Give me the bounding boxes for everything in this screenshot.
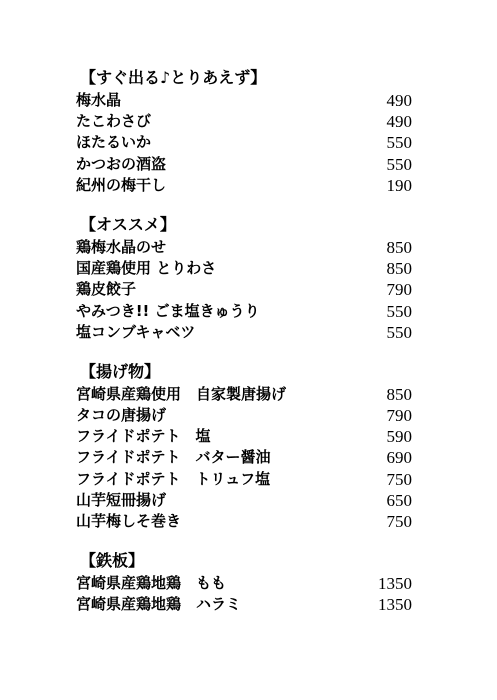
menu-item: [76, 175, 412, 196]
item-price: 790: [386, 406, 412, 426]
menu-section-agemono: [76, 360, 412, 532]
menu-item: [76, 447, 412, 468]
menu-item: [76, 132, 412, 153]
menu-list: [76, 66, 412, 633]
item-price: 650: [386, 490, 412, 510]
item-price: 550: [386, 154, 412, 174]
item-name: フライドポテト 塩: [76, 427, 211, 446]
menu-item: [76, 301, 412, 322]
item-name: フライドポテト トリュフ塩: [76, 469, 271, 488]
item-name: 紀州の梅干し: [76, 175, 167, 194]
item-price: 550: [386, 322, 412, 342]
menu-item: [76, 111, 412, 132]
item-price: 850: [386, 237, 412, 257]
item-name: 国産鶏使用 とりわさ: [76, 259, 217, 278]
item-name: フライドポテト バター醤油: [76, 448, 271, 467]
item-name: 鶏梅水晶のせ: [76, 237, 167, 256]
menu-item: [76, 405, 412, 426]
section-title: 【すぐ出る♪とりあえず】: [80, 68, 267, 87]
menu-item: [76, 154, 412, 175]
menu-item: [76, 279, 412, 300]
item-name: やみつき!! ごま塩きゅうり: [76, 301, 260, 320]
item-name: ほたるいか: [76, 133, 152, 152]
menu-item: [76, 90, 412, 111]
item-price: 550: [386, 301, 412, 321]
item-price: 690: [386, 448, 412, 468]
item-name: 塩コンブキャベツ: [76, 322, 196, 341]
item-name: 梅水晶: [76, 91, 122, 109]
item-name: 鶏皮餃子: [76, 280, 137, 299]
item-price: 1350: [378, 595, 412, 615]
menu-section-teppan: [76, 549, 412, 615]
item-name: 宮崎県産鶏地鶏 ハラミ: [76, 595, 242, 614]
menu-item: [76, 258, 412, 279]
item-name: 宮崎県産鶏使用 自家製唐揚げ: [76, 384, 287, 403]
item-price: 750: [386, 469, 412, 489]
menu-item: [76, 322, 412, 343]
menu-item: [76, 594, 412, 615]
menu-item: [76, 490, 412, 511]
menu-item: [76, 573, 412, 594]
section-title: 【オススメ】: [80, 214, 176, 234]
item-price: 550: [386, 133, 412, 153]
menu-item: [76, 426, 412, 447]
item-name: かつおの酒盗: [76, 154, 167, 173]
section-title: 【鉄板】: [80, 551, 145, 571]
item-price: 790: [386, 280, 412, 300]
menu-item: [76, 384, 412, 405]
item-price: 490: [386, 91, 412, 110]
item-price: 590: [386, 427, 412, 447]
menu-item: [76, 511, 412, 532]
item-name: 山芋梅しそ巻き: [76, 512, 182, 530]
item-price: 750: [386, 512, 412, 531]
item-price: 190: [386, 175, 412, 195]
item-name: タコの唐揚げ: [76, 406, 167, 425]
item-name: 宮崎県産鶏地鶏 もも: [76, 574, 227, 593]
item-name: たこわさび: [76, 112, 152, 131]
section-title: 【揚げ物】: [80, 361, 161, 381]
menu-item: [76, 469, 412, 490]
menu-section-sugu-deru: [76, 66, 412, 196]
menu-item: [76, 237, 412, 258]
menu-section-osusume: [76, 213, 412, 343]
item-name: 山芋短冊揚げ: [76, 490, 167, 509]
item-price: 850: [386, 259, 412, 279]
item-price: 1350: [378, 574, 412, 594]
item-price: 490: [386, 112, 412, 132]
item-price: 850: [386, 384, 412, 404]
